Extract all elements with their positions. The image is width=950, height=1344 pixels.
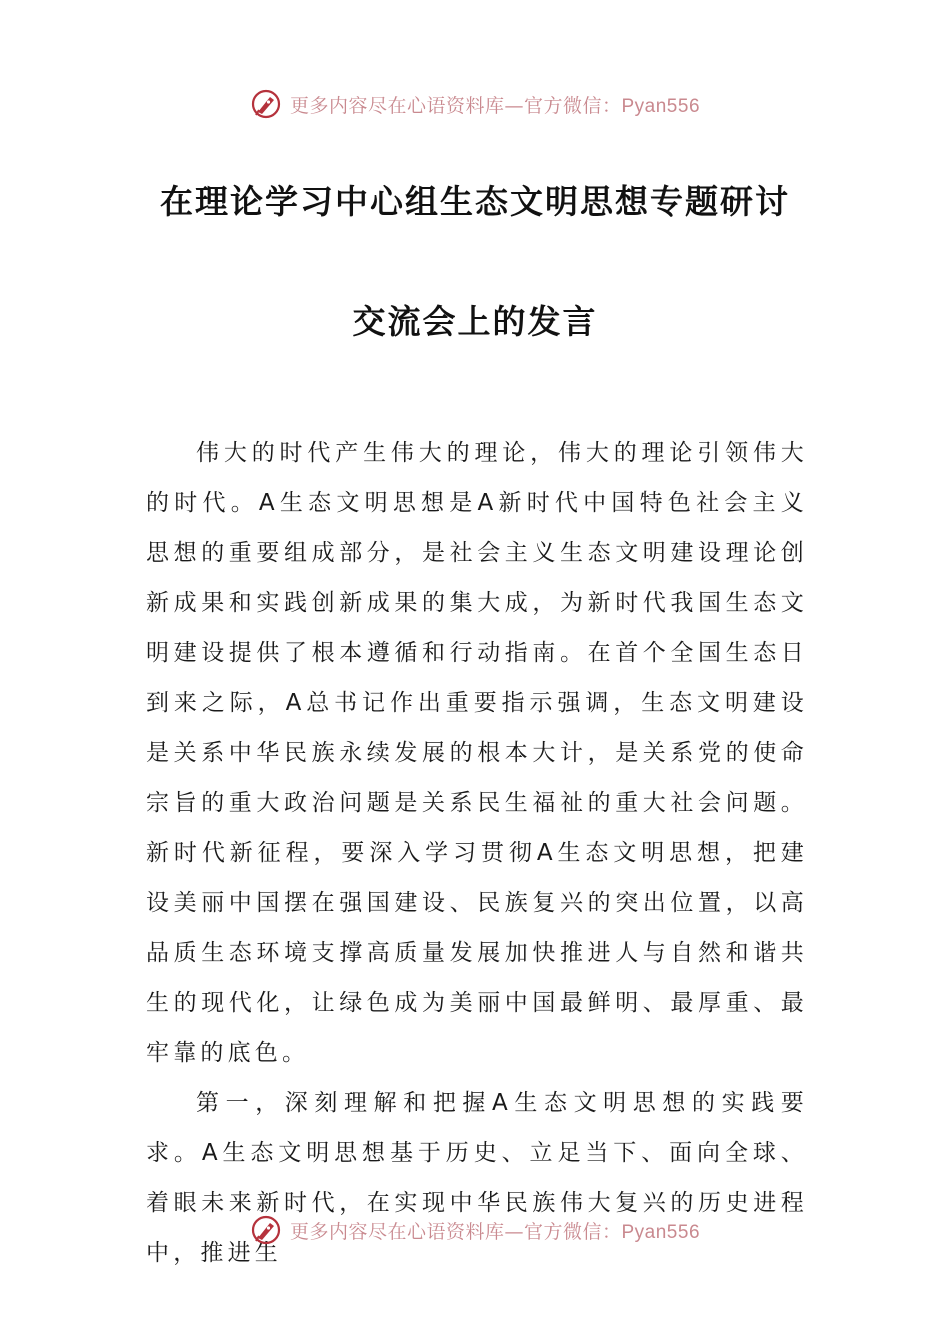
watermark-id: Pyan556 (621, 95, 701, 117)
paragraph-2: 第一，深刻理解和把握A生态文明思想的实践要求。A生态文明思想基于历史、立足当下、面向全球、着眼未来新时代，在实现中华民族伟大复兴的历史进程中，推进生 (146, 1090, 808, 1266)
paragraph-1: 伟大的时代产生伟大的理论，伟大的理论引领伟大的时代。A生态文明思想是A新时代中国特色社会主义思想的重要组成部分，是社会主义生态文明建设理论创新成果和实践创新成果的集大成，为新时代我国生态文明建设提供了根本遵循和行动指南。在首个全国生态日到来之际，A总书记作出重要指示强调，生态文明建设是关系中华民族永续发展的根本大计，是关系党的使命宗旨的重大政治问题是关系民生福祉的重大社会问题。新时代新征程，要深入学习贯彻A生态文明思想，把建设美丽中国摆在强国建设、民族复兴的突出位置，以高品质生态环境支撑高质量发展加快推进人与自然和谐共生的现代化，让绿色成为美丽中国最鲜明、最厚重、最牢靠的底色。 (146, 440, 808, 1066)
watermark-footer (0, 1210, 950, 1250)
document-title-line-1: 在理论学习中心组生态文明思想专题研讨 (160, 182, 790, 221)
watermark-id: Pyan556 (621, 1221, 701, 1243)
watermark-cn: 更多内容尽在心语资料库—官方微信： (289, 1220, 622, 1243)
document-body (146, 428, 808, 1278)
watermark-header (0, 84, 950, 124)
document-title-line-2: 交流会上的发言 (352, 302, 598, 341)
watermark-text (290, 1217, 700, 1244)
pen-nib-logo-icon (250, 1214, 282, 1246)
watermark-cn: 更多内容尽在心语资料库—官方微信： (289, 94, 622, 117)
watermark-text (290, 91, 700, 118)
pen-nib-logo-icon (250, 88, 282, 120)
